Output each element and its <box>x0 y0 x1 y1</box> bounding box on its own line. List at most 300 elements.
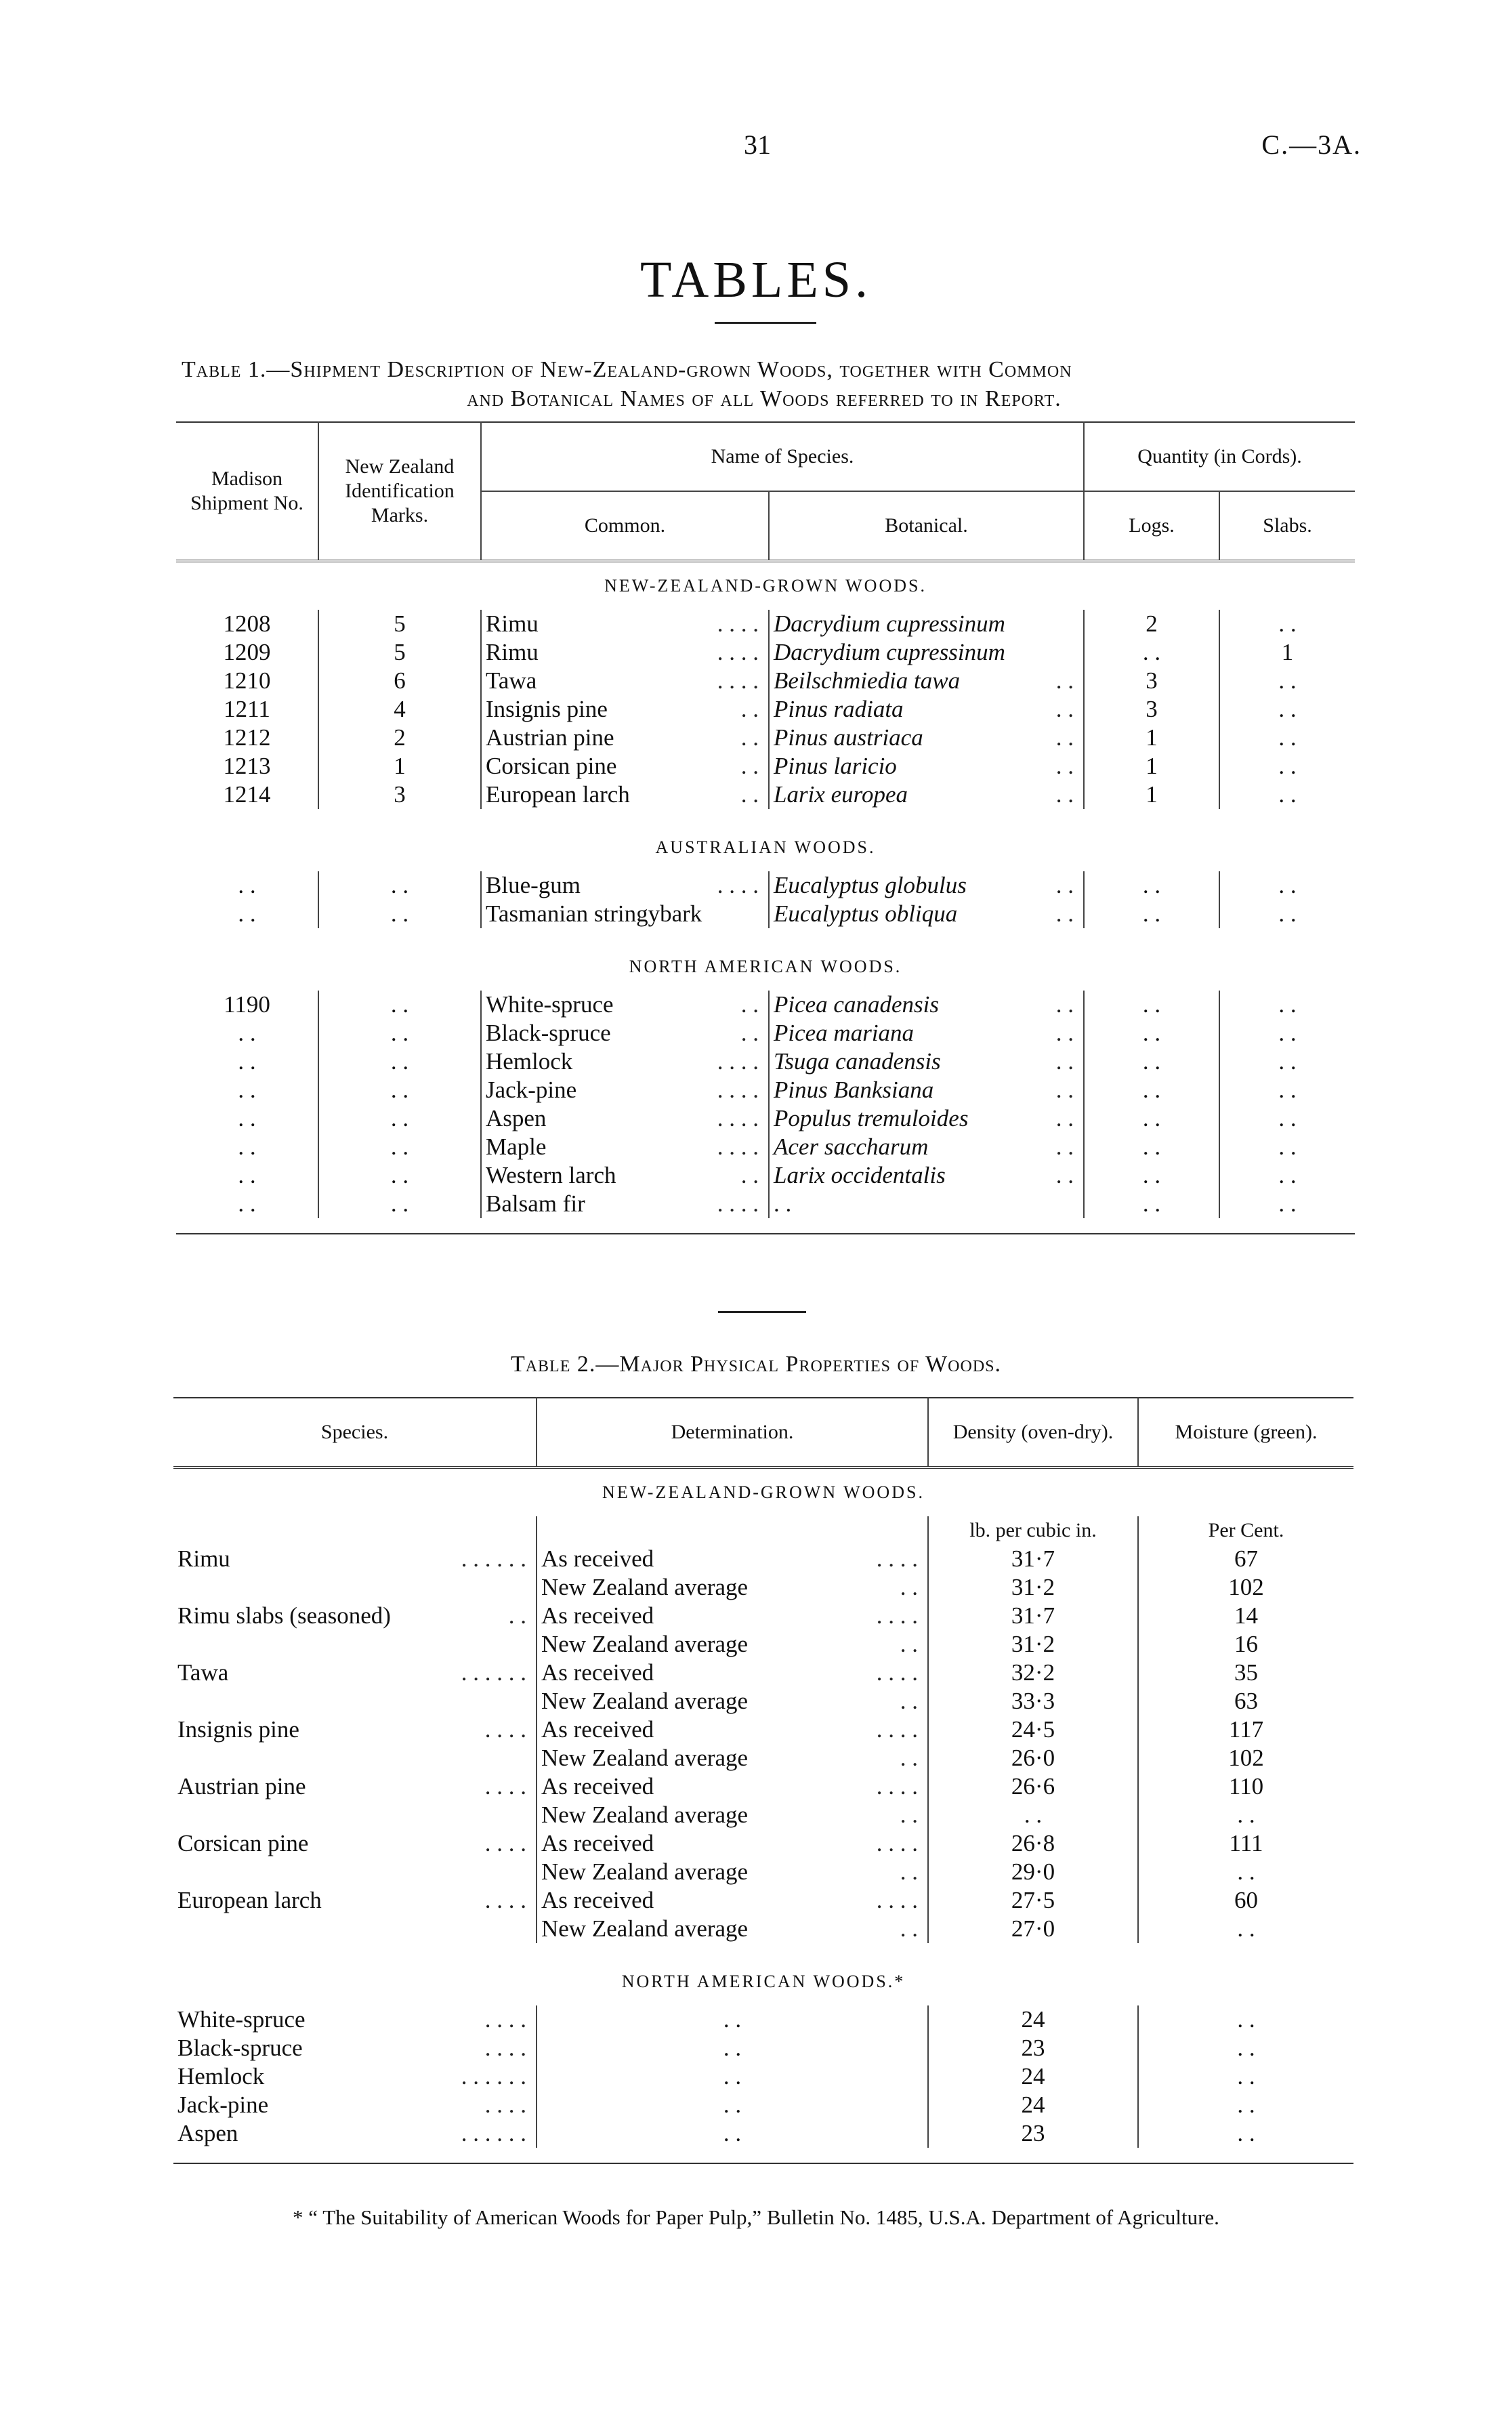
leader-dots: . . . . <box>876 1716 918 1743</box>
logs-quantity: 3 <box>1084 667 1219 695</box>
determination-wrap <box>537 1715 927 1744</box>
botanical-name-cell <box>769 781 1084 809</box>
leader-dots: . . <box>900 1688 918 1714</box>
determination-cell <box>537 1744 928 1772</box>
leader-dots: . . <box>900 1802 918 1828</box>
leader-dots: . . . . <box>484 1716 526 1743</box>
title-divider <box>715 322 816 324</box>
moisture-value: 102 <box>1138 1573 1353 1602</box>
section-title: NORTH AMERICAN WOODS.* <box>621 1972 906 1991</box>
species-wrap <box>173 1545 536 1573</box>
determination-cell <box>537 1915 928 1943</box>
table-row <box>173 1715 1353 1744</box>
table-row <box>173 1829 1353 1858</box>
density-unit: lb. per cubic in. <box>928 1516 1138 1545</box>
madison-number: 1210 <box>223 667 271 694</box>
determination-cell <box>537 1858 928 1886</box>
nz-mark: 6 <box>318 667 481 695</box>
determination: New Zealand average <box>541 1802 749 1828</box>
logs-quantity: 1 <box>1084 752 1219 781</box>
logs-quantity: . . <box>1084 900 1219 928</box>
slabs-quantity: . . <box>1219 781 1355 809</box>
leader-dots: . . . . <box>717 1190 759 1217</box>
common-name: Austrian pine <box>486 724 614 751</box>
leader-dots: . . <box>740 753 759 779</box>
species-wrap <box>173 1602 536 1630</box>
moisture-value: . . <box>1138 2119 1353 2148</box>
common-name-wrap <box>482 900 768 928</box>
common-name-cell <box>481 1161 769 1190</box>
leader-dots: . . <box>1055 1077 1074 1103</box>
section-title: NORTH AMERICAN WOODS. <box>629 957 902 976</box>
common-name: Rimu <box>486 639 539 665</box>
nz-mark: 5 <box>318 610 481 638</box>
leader-dots: . . <box>740 1162 759 1188</box>
common-name-wrap <box>482 1133 768 1161</box>
gap-cell <box>176 809 1355 824</box>
botanical-name-wrap <box>770 1104 1083 1133</box>
table-row <box>176 638 1355 667</box>
determination-cell <box>537 2005 928 2034</box>
common-name-cell <box>481 1104 769 1133</box>
leader-dots: . . <box>1055 696 1074 722</box>
table-row <box>173 2091 1353 2119</box>
common-name-cell <box>481 1190 769 1218</box>
determination-cell <box>537 2062 928 2091</box>
determination-wrap <box>537 1801 927 1829</box>
moisture-value: . . <box>1138 2091 1353 2119</box>
common-name-wrap <box>482 1161 768 1190</box>
species-name: European larch <box>177 1887 322 1913</box>
table-row <box>176 1047 1355 1076</box>
density-value: 27·0 <box>928 1915 1138 1943</box>
determination-wrap <box>537 1573 927 1602</box>
density-value: 32·2 <box>928 1659 1138 1687</box>
common-name: Balsam fir <box>486 1190 585 1217</box>
determination: New Zealand average <box>541 1631 749 1657</box>
header-slabs: Slabs. <box>1219 491 1355 561</box>
botanical-name-cell <box>769 900 1084 928</box>
botanical-name: Picea canadensis <box>774 991 939 1018</box>
leader-dots: . . <box>1055 1134 1074 1160</box>
common-name-wrap <box>482 610 768 638</box>
determination: As received <box>541 1545 654 1572</box>
common-name-wrap <box>482 695 768 724</box>
nz-mark: . . <box>318 991 481 1019</box>
row-gap <box>176 809 1355 824</box>
common-name-cell <box>481 781 769 809</box>
common-name-wrap <box>482 667 768 695</box>
determination-wrap <box>537 1886 927 1915</box>
leader-dots: . . <box>900 1631 918 1657</box>
leader-dots: . . . . <box>484 1773 526 1800</box>
common-name-wrap <box>482 1104 768 1133</box>
logs-quantity: . . <box>1084 1133 1219 1161</box>
species-name: Insignis pine <box>177 1716 299 1743</box>
botanical-name-cell <box>769 1019 1084 1047</box>
leader-dots: . . <box>900 1915 918 1942</box>
species-cell <box>173 1801 537 1829</box>
determination-wrap <box>537 1602 927 1630</box>
table-row <box>173 1602 1353 1630</box>
determination: New Zealand average <box>541 1858 749 1885</box>
leader-dots: . . <box>1055 667 1074 694</box>
row-gap <box>173 1943 1353 1958</box>
common-name: Corsican pine <box>486 753 617 779</box>
gap-cell <box>176 928 1355 943</box>
leader-dots: . . . . . . <box>461 2120 526 2146</box>
moisture-value: . . <box>1138 2005 1353 2034</box>
properties-table <box>173 1397 1353 2164</box>
table-row <box>173 1886 1353 1915</box>
leader-dots: . . . . <box>717 639 759 665</box>
leader-dots: . . <box>1055 724 1074 751</box>
species-name: White-spruce <box>177 2006 306 2033</box>
botanical-name-wrap <box>770 1190 1083 1218</box>
table-row <box>176 752 1355 781</box>
common-name-cell <box>481 1133 769 1161</box>
slabs-quantity: . . <box>1219 991 1355 1019</box>
leader-dots: . . <box>1055 1105 1074 1131</box>
header-determination: Determination. <box>537 1398 928 1468</box>
determination-cell <box>537 1630 928 1659</box>
botanical-name-cell <box>769 1076 1084 1104</box>
table-row <box>173 1687 1353 1715</box>
moisture-value: 14 <box>1138 1602 1353 1630</box>
document-code: C.—3A. <box>1261 129 1362 160</box>
slabs-quantity: . . <box>1219 900 1355 928</box>
botanical-name-wrap <box>770 1019 1083 1047</box>
botanical-name-cell <box>769 638 1084 667</box>
moisture-unit: Per Cent. <box>1138 1516 1353 1545</box>
nz-mark: . . <box>318 1104 481 1133</box>
slabs-quantity: . . <box>1219 724 1355 752</box>
botanical-name: Larix occidentalis <box>774 1162 946 1188</box>
density-value: 27·5 <box>928 1886 1138 1915</box>
madison-number: . . <box>238 1048 256 1075</box>
leader-dots: . . <box>508 1602 526 1629</box>
species-name: Aspen <box>177 2120 238 2146</box>
slabs-quantity: . . <box>1219 1133 1355 1161</box>
table-row <box>176 991 1355 1019</box>
header-name-of-species: Name of Species. <box>481 422 1084 491</box>
leader-dots: . . <box>1055 1162 1074 1188</box>
nz-mark: . . <box>318 1047 481 1076</box>
botanical-name-cell <box>769 1133 1084 1161</box>
section-row <box>173 1468 1353 1516</box>
common-name-wrap <box>482 724 768 752</box>
nz-mark: 3 <box>318 781 481 809</box>
madison-number: . . <box>238 1134 256 1160</box>
slabs-quantity: . . <box>1219 667 1355 695</box>
logs-quantity: 1 <box>1084 724 1219 752</box>
common-name-wrap <box>482 1019 768 1047</box>
leader-dots: . . <box>900 1574 918 1600</box>
density-value: 31·7 <box>928 1545 1138 1573</box>
botanical-name: Eucalyptus globulus <box>774 872 967 898</box>
common-name: Blue-gum <box>486 872 581 898</box>
table1-caption <box>182 356 1347 413</box>
section-row <box>176 824 1355 871</box>
determination-cell <box>537 1801 928 1829</box>
common-name-cell <box>481 667 769 695</box>
species-cell <box>173 1545 537 1573</box>
gap-cell <box>176 1218 1355 1234</box>
table-row <box>176 1019 1355 1047</box>
header-density: Density (oven-dry). <box>928 1398 1138 1468</box>
slabs-quantity: 1 <box>1219 638 1355 667</box>
determination: New Zealand average <box>541 1745 749 1771</box>
moisture-value: . . <box>1138 2034 1353 2062</box>
density-value: 23 <box>928 2119 1138 2148</box>
species-cell <box>173 1886 537 1915</box>
determination: . . <box>723 2035 742 2061</box>
gap-cell <box>173 1943 1353 1958</box>
gap-cell <box>173 2148 1353 2163</box>
nz-mark: . . <box>318 1190 481 1218</box>
species-wrap <box>173 2005 536 2034</box>
leader-dots: . . . . . . <box>461 2063 526 2089</box>
slabs-quantity: . . <box>1219 1076 1355 1104</box>
species-wrap <box>173 2062 536 2091</box>
leader-dots: . . <box>1055 1020 1074 1046</box>
madison-number: . . <box>238 1077 256 1103</box>
moisture-value: 110 <box>1138 1772 1353 1801</box>
species-cell <box>173 1744 537 1772</box>
botanical-name: Eucalyptus obliqua <box>774 900 958 927</box>
leader-dots: . . <box>740 724 759 751</box>
botanical-name: Pinus austriaca <box>774 724 923 751</box>
row-gap <box>176 928 1355 943</box>
leader-dots: . . . . <box>717 1048 759 1075</box>
table-row <box>173 2062 1353 2091</box>
botanical-name: Tsuga canadensis <box>774 1048 941 1075</box>
logs-quantity: . . <box>1084 1104 1219 1133</box>
slabs-quantity: . . <box>1219 1019 1355 1047</box>
determination: As received <box>541 1659 654 1686</box>
logs-quantity: . . <box>1084 1047 1219 1076</box>
density-value: 26·8 <box>928 1829 1138 1858</box>
leader-dots: . . <box>900 1745 918 1771</box>
table-row <box>176 724 1355 752</box>
botanical-name: Pinus radiata <box>774 696 904 722</box>
botanical-name-wrap <box>770 724 1083 752</box>
species-cell <box>173 2034 537 2062</box>
common-name: Tawa <box>486 667 537 694</box>
botanical-name-cell <box>769 871 1084 900</box>
madison-number: 1213 <box>223 753 271 779</box>
leader-dots: . . <box>1055 753 1074 779</box>
leader-dots: . . <box>1055 900 1074 927</box>
table-row <box>176 1161 1355 1190</box>
table-row <box>176 667 1355 695</box>
common-name: White-spruce <box>486 991 614 1018</box>
header-madison: Madison Shipment No. <box>190 467 303 514</box>
slabs-quantity: . . <box>1219 610 1355 638</box>
table-row <box>173 1744 1353 1772</box>
leader-dots: . . . . <box>876 1773 918 1800</box>
determination-wrap <box>537 1545 927 1573</box>
table-row <box>173 1858 1353 1886</box>
botanical-name: Pinus Banksiana <box>774 1077 934 1103</box>
species-cell <box>173 1772 537 1801</box>
logs-quantity: . . <box>1084 1019 1219 1047</box>
species-wrap <box>173 2034 536 2062</box>
moisture-value: 117 <box>1138 1715 1353 1744</box>
determination: New Zealand average <box>541 1574 749 1600</box>
density-value: 24 <box>928 2091 1138 2119</box>
leader-dots: . . <box>1055 991 1074 1018</box>
slabs-quantity: . . <box>1219 871 1355 900</box>
botanical-name: . . <box>774 1190 792 1217</box>
common-name-cell <box>481 871 769 900</box>
density-value: 29·0 <box>928 1858 1138 1886</box>
leader-dots: . . . . <box>717 1077 759 1103</box>
density-value: . . <box>928 1801 1138 1829</box>
header-moisture: Moisture (green). <box>1138 1398 1353 1468</box>
density-value: 26·0 <box>928 1744 1138 1772</box>
determination-wrap <box>537 1744 927 1772</box>
leader-dots: . . <box>740 781 759 808</box>
leader-dots: . . . . <box>876 1659 918 1686</box>
header-quantity: Quantity (in Cords). <box>1084 422 1355 491</box>
common-name-wrap <box>482 638 768 667</box>
species-name: Austrian pine <box>177 1773 306 1800</box>
species-wrap <box>173 1772 536 1801</box>
botanical-name-wrap <box>770 1161 1083 1190</box>
botanical-name: Larix europea <box>774 781 908 808</box>
table-row <box>173 1659 1353 1687</box>
table-row <box>176 1076 1355 1104</box>
moisture-value: 35 <box>1138 1659 1353 1687</box>
determination-cell <box>537 1545 928 1573</box>
determination: As received <box>541 1830 654 1856</box>
determination-wrap <box>537 1829 927 1858</box>
leader-dots: . . . . <box>876 1887 918 1913</box>
leader-dots: . . . . <box>876 1545 918 1572</box>
row-gap <box>173 2148 1353 2163</box>
logs-quantity: 3 <box>1084 695 1219 724</box>
moisture-value: 67 <box>1138 1545 1353 1573</box>
madison-number: . . <box>238 872 256 898</box>
botanical-name-cell <box>769 1161 1084 1190</box>
determination-cell <box>537 1659 928 1687</box>
common-name: European larch <box>486 781 630 808</box>
logs-quantity: . . <box>1084 871 1219 900</box>
common-name: Jack-pine <box>486 1077 577 1103</box>
common-name-wrap <box>482 991 768 1019</box>
species-wrap <box>173 1829 536 1858</box>
species-wrap <box>173 2091 536 2119</box>
determination: As received <box>541 1716 654 1743</box>
madison-number: 1212 <box>223 724 271 751</box>
section-row <box>176 561 1355 610</box>
common-name-wrap <box>482 752 768 781</box>
determination-wrap <box>537 1687 927 1715</box>
leader-dots: . . <box>740 696 759 722</box>
determination-wrap <box>537 1659 927 1687</box>
common-name: Tasmanian stringybark <box>486 900 702 927</box>
logs-quantity: . . <box>1084 1190 1219 1218</box>
section-title: AUSTRALIAN WOODS. <box>655 837 876 857</box>
table-row <box>173 1573 1353 1602</box>
common-name-cell <box>481 610 769 638</box>
common-name-cell <box>481 1019 769 1047</box>
botanical-name: Pinus laricio <box>774 753 897 779</box>
table-row <box>173 1545 1353 1573</box>
botanical-name: Dacrydium cupressinum <box>774 639 1005 665</box>
botanical-name-wrap <box>770 1047 1083 1076</box>
nz-mark: . . <box>318 1161 481 1190</box>
species-cell <box>173 2005 537 2034</box>
table-row <box>173 1630 1353 1659</box>
slabs-quantity: . . <box>1219 1104 1355 1133</box>
madison-number: 1208 <box>223 610 271 637</box>
common-name: Insignis pine <box>486 696 608 722</box>
species-name: Jack-pine <box>177 2092 269 2118</box>
madison-number: 1209 <box>223 639 271 665</box>
common-name-cell <box>481 638 769 667</box>
leader-dots: . . . . <box>484 2092 526 2118</box>
determination-cell <box>537 1772 928 1801</box>
leader-dots: . . . . <box>484 2035 526 2061</box>
determination: . . <box>723 2006 742 2033</box>
botanical-name-wrap <box>770 1076 1083 1104</box>
leader-dots: . . <box>900 1858 918 1885</box>
page-number: 31 <box>744 129 771 160</box>
botanical-name-cell <box>769 610 1084 638</box>
determination: . . <box>723 2092 742 2118</box>
moisture-value: 63 <box>1138 1687 1353 1715</box>
footnote: * “ The Suitability of American Woods for Paper Pulp,” Bulletin No. 1485, U.S.A. Department of Agriculture. <box>293 2205 1219 2229</box>
common-name-cell <box>481 1076 769 1104</box>
density-value: 26·6 <box>928 1772 1138 1801</box>
botanical-name-wrap <box>770 638 1083 667</box>
species-cell <box>173 2091 537 2119</box>
leader-dots: . . . . <box>717 667 759 694</box>
determination: New Zealand average <box>541 1688 749 1714</box>
botanical-name: Populus tremuloides <box>774 1105 969 1131</box>
botanical-name-cell <box>769 991 1084 1019</box>
header-species: Species. <box>320 1421 389 1443</box>
slabs-quantity: . . <box>1219 1161 1355 1190</box>
species-cell <box>173 1659 537 1687</box>
logs-quantity: . . <box>1084 1161 1219 1190</box>
leader-dots: . . . . <box>717 1134 759 1160</box>
determination-cell <box>537 1687 928 1715</box>
botanical-name: Picea mariana <box>774 1020 915 1046</box>
common-name-cell <box>481 900 769 928</box>
table-row <box>176 1104 1355 1133</box>
units-row <box>173 1516 1353 1545</box>
slabs-quantity: . . <box>1219 752 1355 781</box>
common-name: Aspen <box>486 1105 547 1131</box>
determination-cell <box>537 2034 928 2062</box>
moisture-value: . . <box>1138 1801 1353 1829</box>
table-row <box>176 900 1355 928</box>
determination: . . <box>723 2120 742 2146</box>
botanical-name-cell <box>769 1190 1084 1218</box>
table-row <box>173 2119 1353 2148</box>
moisture-value: 111 <box>1138 1829 1353 1858</box>
species-cell <box>173 2062 537 2091</box>
common-name: Western larch <box>486 1162 616 1188</box>
botanical-name-cell <box>769 1047 1084 1076</box>
madison-number: 1190 <box>224 991 270 1018</box>
botanical-name-cell <box>769 667 1084 695</box>
table-row <box>173 2005 1353 2034</box>
nz-mark: . . <box>318 900 481 928</box>
